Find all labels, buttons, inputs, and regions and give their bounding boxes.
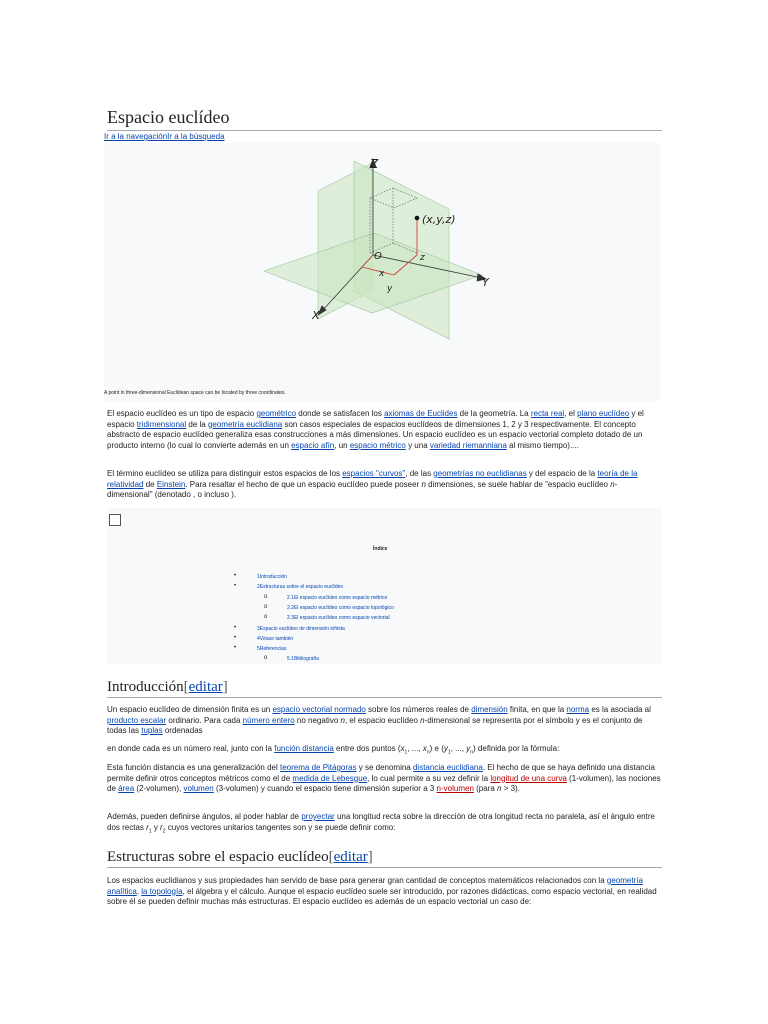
link-espacio-metrico[interactable]: espacio métrico — [349, 440, 406, 450]
label-x-axis: X — [312, 309, 320, 322]
edit-link-estructuras[interactable]: editar — [333, 849, 368, 865]
label-x: x — [379, 269, 385, 279]
link-funcion-distancia[interactable]: función distancia — [274, 744, 334, 753]
link-area[interactable]: área — [118, 784, 135, 793]
toc-box — [107, 508, 662, 664]
sec1-paragraph-4: Además, pueden definirse ángulos, al poder hablar de proyectar una longitud recta sobre la dirección de otra longitud recta no paralela, así el ángulo entre dos rectas $r_1$ y $r_2$ cuyos vectores unitarios tangentes son y se puede definir como: — [107, 812, 655, 835]
section-heading-introduccion: Introducción[editar] — [107, 679, 662, 698]
label-z: z — [420, 253, 425, 263]
jump-links[interactable] — [104, 132, 225, 141]
toc-item[interactable]: 2Estructuras sobre el espacio euclídeo — [257, 584, 344, 591]
jump-links-text[interactable]: Ir a la navegaciónIr a la búsqueda — [104, 132, 225, 141]
toc-bullet: o — [264, 593, 268, 600]
page-title: Espacio euclídeo — [107, 107, 662, 131]
toc-item[interactable]: 3Espacio euclídeo de dimensión infinita — [257, 625, 345, 632]
link-recta-real[interactable]: recta real — [530, 409, 565, 418]
link-relatividad[interactable]: teoría de la relatividad — [107, 469, 638, 489]
toc-item[interactable]: 2.3El espacio euclídeo como espacio vectorial — [287, 615, 390, 622]
link-einstein[interactable]: Einstein — [156, 479, 186, 489]
link-dimension[interactable]: dimensión — [471, 705, 508, 714]
edit-link-introduccion[interactable]: editar — [188, 679, 223, 695]
toc-toggle-checkbox[interactable] — [109, 514, 121, 526]
toc-bullet: • — [234, 573, 237, 579]
toc-bullet: • — [234, 624, 237, 631]
link-numero-entero[interactable]: número entero — [242, 715, 295, 725]
link-tridimensional[interactable]: tridimensional — [136, 419, 187, 429]
link-geometria-analitica[interactable]: geometría analítica — [107, 876, 643, 896]
sec1-paragraph-2: en donde cada es un número real, junto con la función distancia entre dos puntos ($x_1$, ..., $x_n$) e ($y_1$, ..., $y_n$) definida por la fórmula: — [107, 744, 560, 756]
link-plano[interactable]: plano euclídeo — [577, 409, 630, 418]
toc-bullet: o — [264, 603, 268, 610]
toc-item[interactable]: 2.2El espacio euclídeo como espacio topológico — [287, 604, 394, 611]
sec2-paragraph-1: Los espacios euclidianos y sus propiedades han servido de base para generar gran cantidad de conceptos matemáticos relacionados con la geometría analítica, la topología, el álgebra y el cálculo. Aunque el espacio euclídeo suele ser introducido, por razones didácticas, como espacio vectorial, en realidad sobre él se pueden definir muchas más estructuras. El espacio euclídeo es además de un espacio vectorial un caso de: — [107, 876, 657, 906]
link-norma[interactable]: norma — [566, 705, 590, 714]
link-tuplas[interactable]: tuplas — [141, 726, 163, 735]
link-variedad[interactable]: variedad riemanniana — [429, 440, 507, 450]
link-pitagoras[interactable]: teorema de Pitágoras — [280, 763, 357, 772]
link-distancia-euclidiana[interactable]: distancia euclidiana — [412, 763, 483, 772]
toc-bullet: o — [264, 655, 268, 662]
link-lebesgue[interactable]: medida de Lebesgue — [292, 773, 368, 783]
link-producto-escalar[interactable]: producto escalar — [107, 715, 167, 725]
toc-bullet: • — [234, 645, 237, 652]
toc-item[interactable]: 2.1El espacio euclídeo como espacio métrico — [287, 594, 388, 601]
sec1-paragraph-3: Esta función distancia es una generalización del teorema de Pitágoras y se denomina distancia euclidiana. El hecho de que se haya definido una distancia permite definir otros conceptos métricos como el de medida de Lebesgue, lo cual permite a su vez definir la longitud de una curva (1-volumen), las nociones de área (2-volumen), volumen (3-volumen) y cuando el espacio tiene dimensión superior a 3 n-volumen (para n > 3). — [107, 763, 661, 793]
section-heading-estructuras: Estructuras sobre el espacio euclídeo[editar] — [107, 849, 662, 868]
intro-paragraph-2: El término euclídeo se utiliza para distinguir estos espacios de los espacios "curvos", de las geometrías no euclidianas y del espacio de la teoría de la relatividad de Einstein. Para resaltar el hecho de que un espacio euclídeo puede poseer n dimensiones, se suele hablar de "espacio euclídeo n-dimensional" (denotado , o incluso ). — [107, 469, 638, 499]
label-y: y — [387, 284, 393, 294]
toc-bullet: o — [264, 614, 268, 621]
sec1-paragraph-1: Un espacio euclídeo de dimensión finita es un espacio vectorial normado sobre los números reales de dimensión finita, en que la norma es la asociada al producto escalar ordinario. Para cada número entero no negativo n, el espacio euclídeo n-dimensional se representa por el símbolo y es el conjunto de todas las tuplas ordenadas — [107, 705, 651, 735]
link-espacio-afin[interactable]: espacio afín — [291, 440, 335, 450]
redlink-longitud-curva[interactable]: longitud de una curva — [490, 773, 567, 783]
figure-3d-axes — [104, 143, 660, 401]
link-espacios-curvos[interactable]: espacios "curvos" — [342, 469, 406, 478]
axes-diagram — [104, 143, 660, 401]
link-volumen[interactable]: volumen — [183, 784, 214, 793]
toc-bullet: • — [234, 634, 237, 641]
link-axiomas[interactable]: axiomas de Euclides — [384, 409, 458, 418]
point-marker — [415, 216, 420, 221]
toc-bullet: • — [234, 583, 237, 590]
figure-caption: A point in three-dimensional Euclidean space can be located by three coordinates. — [104, 390, 286, 396]
toc-item[interactable]: 4Véase también — [257, 635, 294, 642]
toc-item[interactable]: 5.1Bibliografía — [287, 656, 319, 663]
label-y-axis: Y — [482, 276, 489, 289]
link-topologia[interactable]: la topología — [141, 886, 183, 896]
label-z-axis: Z — [370, 157, 379, 171]
toc-item[interactable]: 5Referencias — [257, 646, 287, 653]
link-geometria-euclidiana[interactable]: geometría euclidiana — [207, 419, 283, 429]
link-geometrias-no-euclidianas[interactable]: geometrías no euclidianas — [433, 469, 527, 478]
intro-paragraph-1: El espacio euclídeo es un tipo de espacio geométrico donde se satisfacen los axiomas de Euclides de la geometría. La recta real, el plano euclídeo y el espacio tridimensional de la geometría euclidiana son casos especiales de espacios euclídeos de dimensiones 1, 2 y 3 respectivamente. El concepto abstracto de espacio euclídeo generaliza esas construcciones a más dimensiones. Un espacio euclídeo es un espacio vectorial completo dotado de un producto interno (lo cual lo convierte además en un espacio afín, un espacio métrico y una variedad riemanniana al mismo tiempo).... — [107, 409, 644, 450]
toc-item[interactable]: 1Introducción — [257, 574, 288, 580]
link-espacio-vectorial-normado[interactable]: espacio vectorial normado — [272, 705, 366, 714]
toc-title: Índice — [373, 546, 388, 552]
redlink-n-volumen[interactable]: n-volumen — [436, 784, 474, 793]
link-geometrico[interactable]: geométrico — [256, 409, 297, 418]
label-point: (x,y,z) — [422, 213, 456, 226]
label-origin: O — [374, 251, 382, 262]
link-proyectar[interactable]: proyectar — [301, 812, 335, 821]
